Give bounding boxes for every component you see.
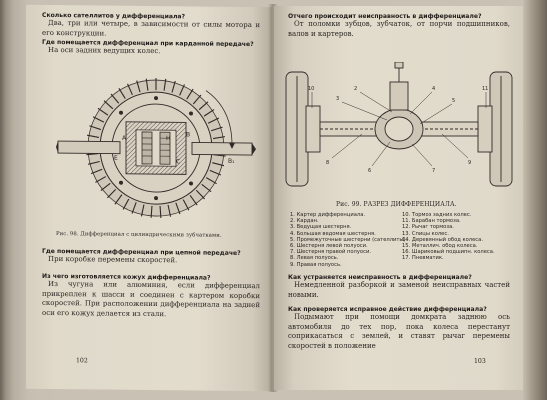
svg-text:B₁: B₁	[228, 157, 235, 165]
right-qa-1	[288, 13, 510, 39]
legend-item: 1. Картер дифференциала.	[290, 212, 366, 218]
question: Как проверяется исправное действие дифференциала?	[288, 306, 487, 313]
svg-text:2: 2	[354, 86, 358, 92]
legend-item: 2. Кардан.	[290, 218, 319, 225]
legend-right-column	[402, 212, 514, 262]
question: Отчего происходит неисправность в дифференциале?	[288, 13, 482, 20]
left-qa-4	[42, 273, 260, 320]
left-qa-3	[42, 248, 260, 267]
answer: Немедленной разборкой и заменой неисправных частей новыми.	[288, 281, 510, 299]
svg-text:7: 7	[432, 168, 436, 174]
legend-item: 14. Деревянный обод колеса.	[402, 236, 483, 243]
question: Как устраняется неисправность в дифференциале?	[288, 274, 472, 281]
svg-text:10: 10	[308, 86, 315, 92]
left-qa-1	[42, 12, 260, 41]
legend-item: 5. Промежуточные шестерни (сателлиты).	[290, 236, 408, 243]
legend-item: 6. Шестерня левой полуоси.	[290, 243, 368, 250]
left-page	[26, 5, 272, 392]
question: Из чего изготовляется кожух дифференциала?	[42, 272, 211, 282]
question: Где помещается дифференциал при карданной передаче?	[42, 38, 254, 49]
page-number: 102	[76, 357, 88, 365]
legend-item: 4. Большая ведомая шестерня.	[290, 230, 376, 237]
legend-item: 10. Тормоз задних колес.	[402, 212, 472, 218]
figure-98-caption: Рис. 98. Дифференциал с цилиндрическими зубчатками.	[56, 231, 222, 239]
svg-text:5: 5	[452, 98, 456, 104]
svg-text:3: 3	[336, 96, 340, 102]
legend-item: 11. Барабан тормоза.	[402, 218, 461, 225]
legend-item: 3. Ведущая шестерня.	[290, 224, 352, 231]
legend-item: 7. Шестерня правой полуоси.	[290, 249, 371, 256]
answer: Два, три или четыре, в зависимости от силы мотора и его конструкции.	[42, 19, 260, 38]
legend-item: 13. Спицы колес.	[402, 230, 449, 237]
svg-text:9: 9	[468, 160, 472, 166]
right-qa-3	[288, 306, 510, 351]
answer: При коробке перемены скоростей.	[48, 255, 178, 265]
left-qa-2	[42, 39, 260, 58]
svg-text:6: 6	[368, 168, 372, 174]
axle-section-illustration	[282, 62, 516, 196]
differential-gear-illustration	[56, 67, 256, 227]
svg-text:4: 4	[432, 86, 436, 92]
legend-item: 17. Пневматик.	[402, 255, 444, 262]
book-page-edges	[523, 0, 547, 400]
legend-item: 9. Правая полуось.	[290, 261, 342, 268]
legend-item: 12. Рычаг тормоза.	[402, 224, 454, 231]
question: Где помещается дифференциал при цепной передаче?	[42, 247, 241, 257]
page-number: 103	[474, 358, 486, 365]
svg-text:E: E	[114, 154, 118, 162]
answer: На оси задних ведущих колес.	[48, 46, 161, 56]
answer: От поломки зубцов, зубчаток, от порчи подшипников, валов и картеров.	[288, 20, 510, 38]
svg-text:H: H	[166, 135, 171, 143]
svg-text:A: A	[122, 134, 127, 142]
legend-item: 15. Металлич. обод колеса.	[402, 243, 478, 250]
svg-text:8: 8	[326, 160, 330, 166]
svg-text:11: 11	[482, 86, 489, 92]
right-page	[274, 6, 524, 390]
figure-99-caption: Рис. 99. РАЗРЕЗ ДИФФЕРЕНЦИАЛА.	[336, 201, 457, 208]
legend-left-column	[290, 212, 410, 268]
question: Сколько сателлитов у дифференциала?	[42, 11, 186, 21]
right-qa-2	[288, 274, 510, 300]
answer: Из чугуна или алюминия, если дифференциал прикреплен к шасси и соединен с картером коробки скоростей. При расположении дифференциала на задней оси его кожух делается из стали.	[42, 280, 260, 318]
legend-item: 8. Левая полуось.	[290, 255, 339, 262]
legend-item: 16. Шариковый подшипн. колеса.	[402, 249, 495, 256]
svg-text:C: C	[176, 158, 181, 166]
svg-text:B: B	[186, 131, 191, 139]
answer: Подымают при помощи домкрата заднюю ось автомобиля до тех пор, пока колеса перестанут соприкасаться с землей, и ставят рычаг перемены скоростей в положение	[288, 313, 510, 350]
